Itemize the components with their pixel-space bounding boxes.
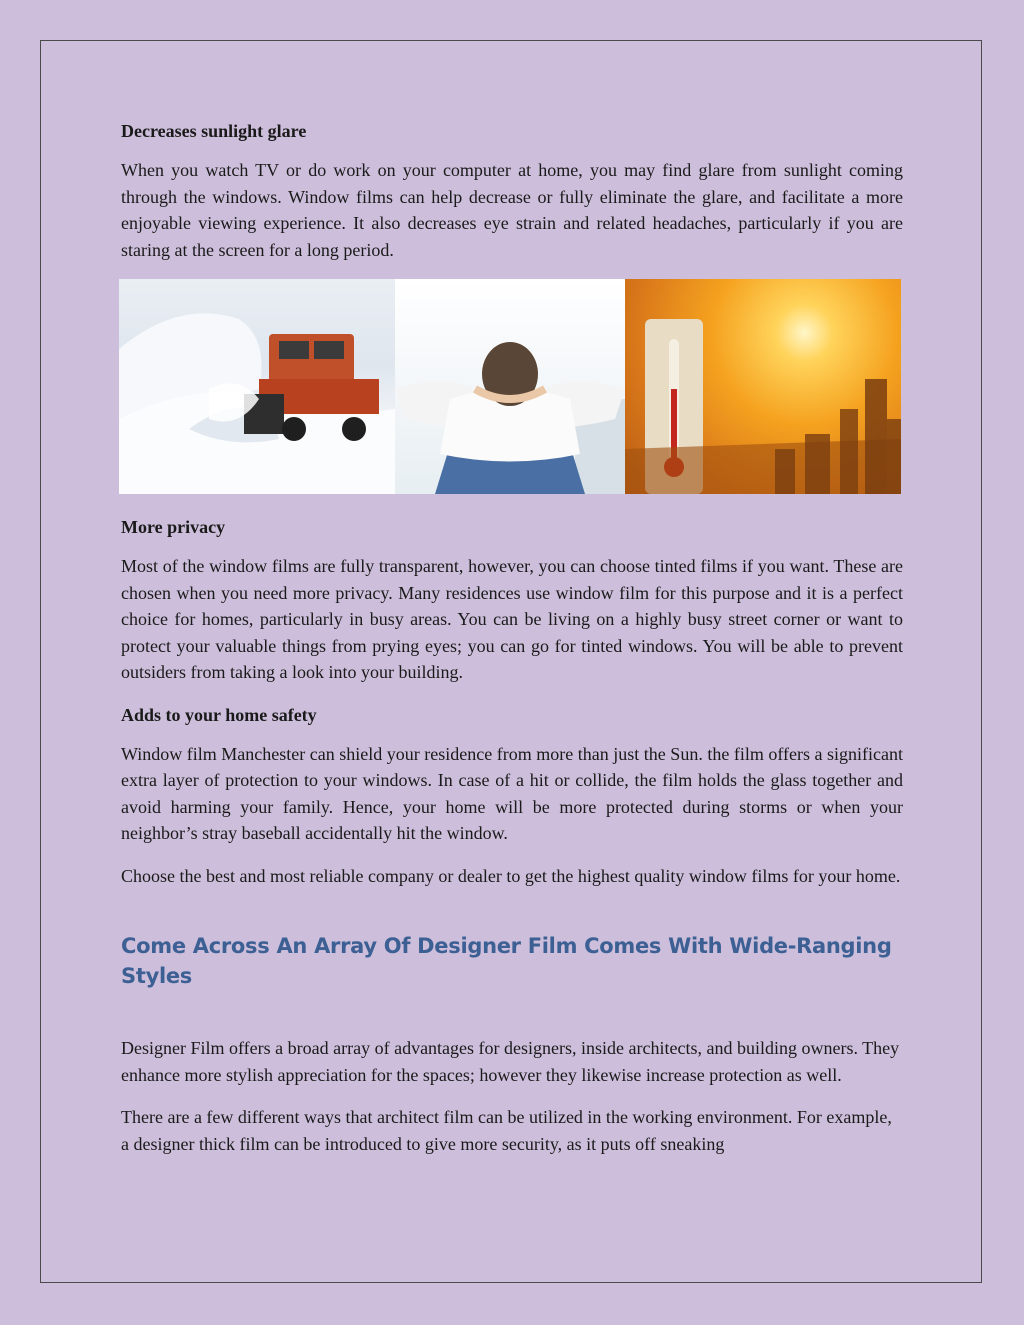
document-body [121,118,903,1173]
relaxing-man-photo [395,279,625,494]
paragraph-closing: Choose the best and most reliable company or dealer to get the highest quality window films for your home. [121,865,901,886]
section-title-designer-film: Come Across An Array Of Designer Film Comes With Wide-Ranging Styles [121,934,892,988]
paragraph-designer-film-2: There are a few different ways that architect film can be utilized in the working environment. For example, a designer thick film can be introduced to give more security, as it puts off sneaking [121,1107,892,1154]
photo-collage [119,279,905,494]
paragraph-sunlight-glare: When you watch TV or do work on your computer at home, you may find glare from sunlight coming through the windows. Window films can help decrease or fully eliminate the glare, and facilitate a more enjoyable viewing experience. It also decreases eye strain and related headaches, particularly if you are staring at the screen for a long period. [121,160,903,260]
paragraph-home-safety: Window film Manchester can shield your residence from more than just the Sun. the film offers a significant extra layer of protection to your windows. In case of a hit or collide, the film holds the glass together and avoid harming your family. Hence, your home will be more protected during storms or when your neighbor’s stray baseball accidentally hit the window. [121,743,903,843]
heading-home-safety: Adds to your home safety [121,704,317,725]
paragraph-more-privacy: Most of the window films are fully transparent, however, you can choose tinted films if you want. These are chosen when you need more privacy. Many residences use window film for this purpose and it is a perfect choice for homes, particularly in busy areas. You can be living on a highly busy street corner or want to protect your valuable things from prying eyes; you can go for tinted windows. You will be able to prevent outsiders from taking a look into your building. [121,556,903,682]
snowplow-photo [119,279,395,494]
paragraph-designer-film-1: Designer Film offers a broad array of advantages for designers, inside architects, and building owners. They enhance more stylish appreciation for the spaces; however they likewise increase protection as well. [121,1038,900,1085]
thermometer-heat-photo [625,279,901,494]
heading-more-privacy: More privacy [121,517,226,537]
heading-sunlight-glare: Decreases sunlight glare [121,121,307,141]
